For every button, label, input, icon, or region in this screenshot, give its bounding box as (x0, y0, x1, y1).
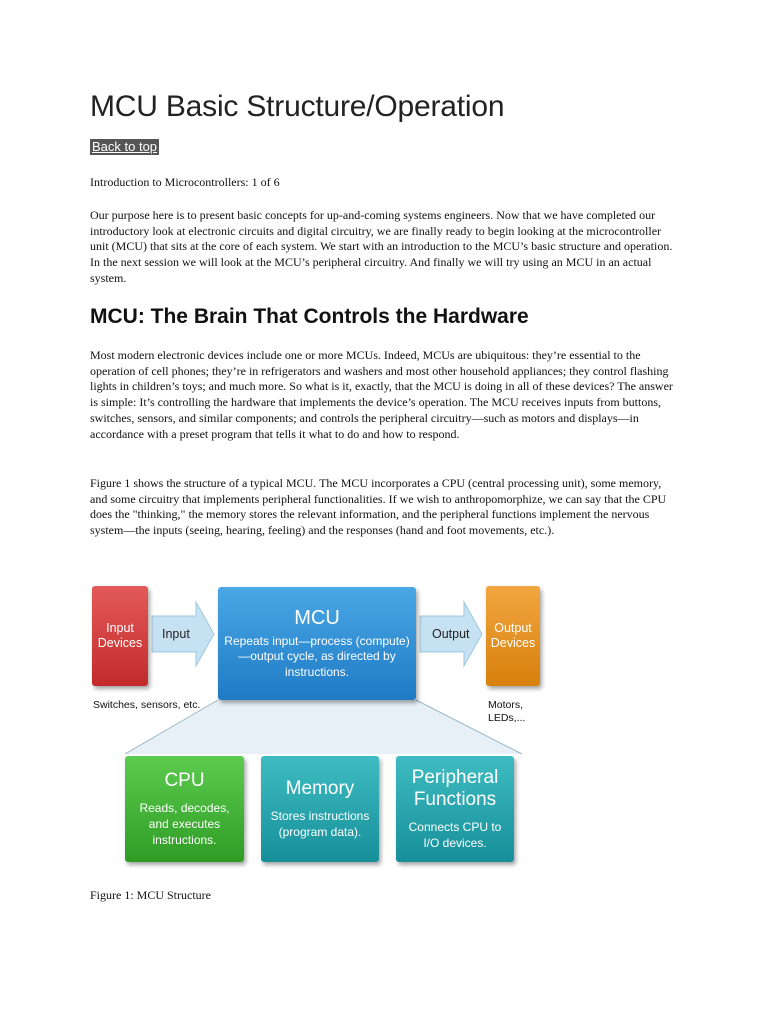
mcu-brain-paragraph: Most modern electronic devices include one or more MCUs. Indeed, MCUs are ubiquitous: they’re essential to the operation of cell phones; they’re in refrigerators and washers and most other household appliances; they control flashing lights in children’s toys; and much more. So what is it, exactly, that the MCU is doing in all of these devices? The answer is simple: It’s controlling the hardware that implements the device’s operation. The MCU receives inputs from buttons, switches, sensors, and similar components; and controls the peripheral circuitry—such as motors and displays—in accordance with a preset program that tells it what to do and how to respond. (90, 348, 673, 441)
output-devices-label: Output Devices (490, 621, 536, 650)
cpu-title: CPU (164, 770, 205, 791)
memory-title: Memory (285, 778, 355, 799)
peripheral-title: Peripheral Functions (411, 767, 499, 810)
intro-paragraph: Our purpose here is to present basic concepts for up-and-coming systems engineers. Now that we have completed our introductory look at electronic circuits and digital circuitry, we are finally ready to begin looking at the microcontroller unit (MCU) that sits at the core of each system. We start with an introduction to the MCU’s basic structure and operation. In the next session we will look at the MCU’s peripheral circuitry. And finally we will try using an MCU in an actual system. (90, 208, 673, 285)
input-devices-label: Input Devices (97, 621, 143, 650)
section-heading: MCU: The Brain That Controls the Hardware (90, 305, 529, 328)
mcu-title: MCU (294, 606, 340, 629)
output-arrow-label: Output (432, 627, 470, 641)
back-to-top-link[interactable]: Back to top (92, 139, 158, 154)
mcu-box (218, 587, 416, 700)
input-arrow-label: Input (162, 627, 190, 641)
mcu-structure-diagram (90, 582, 550, 867)
intro-line: Introduction to Microcontrollers: 1 of 6 (90, 175, 280, 189)
memory-description: Stores instructions (program data). (270, 809, 370, 839)
peripheral-functions-box (396, 756, 514, 862)
input-note: Switches, sensors, etc. (93, 699, 201, 711)
figure-caption: Figure 1: MCU Structure (90, 888, 211, 902)
mcu-description: Repeats input—process (compute)—output cycle, as directed by instructions. (224, 633, 410, 679)
input-devices-box (92, 586, 148, 686)
figure-description-paragraph: Figure 1 shows the structure of a typical MCU. The MCU incorporates a CPU (central processing unit), some memory, and some circuitry that implements peripheral functionalities. If we wish to anthropomorphize, we can say that the CPU does the "thinking," the memory stores the relevant information, and the peripheral functions implement the nervous system—the inputs (seeing, hearing, feeling) and the responses (hand and foot movements, etc.). (90, 476, 667, 538)
cpu-description: Reads, decodes, and executes instructions. (139, 801, 230, 847)
memory-box (261, 756, 379, 862)
output-note (488, 699, 525, 725)
output-devices-box (486, 586, 540, 686)
output-note-line1: Motors, (488, 699, 524, 711)
cpu-box (125, 756, 244, 862)
peripheral-description: Connects CPU to I/O devices. (408, 820, 502, 850)
output-note-line2: LEDs,... (488, 712, 526, 724)
page-title: MCU Basic Structure/Operation (90, 90, 505, 123)
